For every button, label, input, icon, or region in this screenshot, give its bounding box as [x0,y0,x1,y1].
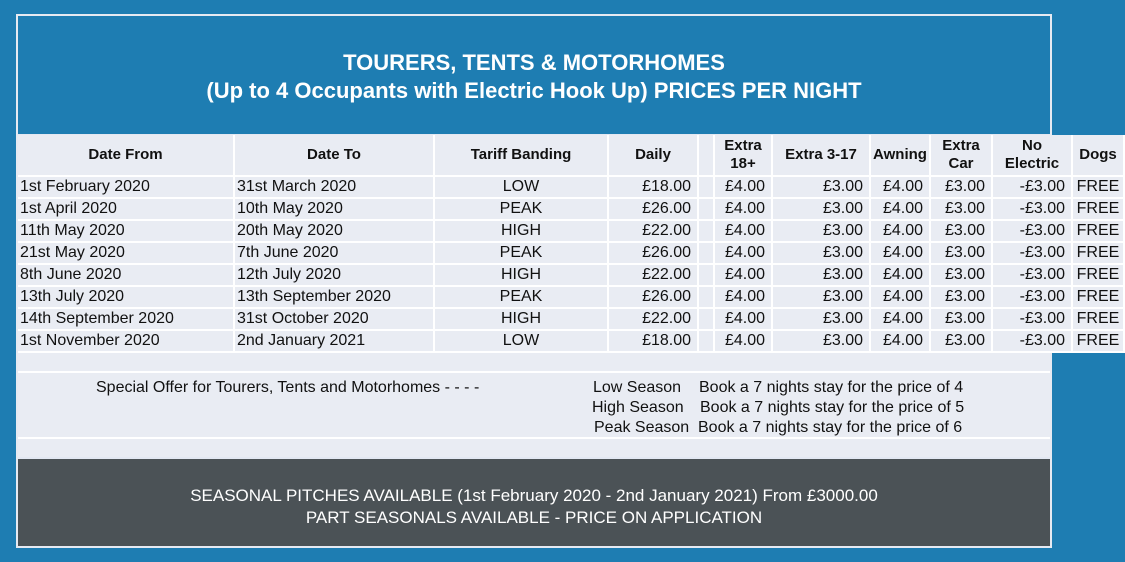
special-offer [18,373,1050,439]
cell-date-from: 21st May 2020 [18,242,234,264]
cell-extra-3-17: £3.00 [772,220,870,242]
cell-no-electric: -£3.00 [992,220,1072,242]
table-row [18,220,1124,242]
cell-extra-3-17: £3.00 [772,330,870,352]
offer-season: Low Season [593,379,682,396]
seasonal-footer [18,459,1050,546]
cell-daily: £26.00 [608,198,698,220]
cell-spacer [698,220,714,242]
cell-awning: £4.00 [870,308,930,330]
cell-extra-18: £4.00 [714,286,772,308]
cell-no-electric: -£3.00 [992,198,1072,220]
offer-season: High Season [592,399,684,416]
cell-date-to: 7th June 2020 [234,242,434,264]
cell-spacer [698,242,714,264]
table-row [18,176,1124,198]
table-row [18,242,1124,264]
offer-text: Book a 7 nights stay for the price of 4 [699,379,964,396]
cell-awning: £4.00 [870,176,930,198]
cell-extra-3-17: £3.00 [772,198,870,220]
table-row [18,264,1124,286]
table-row [18,286,1124,308]
col-dogs: Dogs [1072,135,1124,176]
offer-text: Book a 7 nights stay for the price of 6 [698,419,963,436]
table-row [18,330,1124,352]
cell-tariff: HIGH [434,308,608,330]
cell-daily: £26.00 [608,286,698,308]
cell-date-from: 11th May 2020 [18,220,234,242]
cell-dogs: FREE [1072,220,1124,242]
col-awning: Awning [870,135,930,176]
header-title: TOURERS, TENTS & MOTORHOMES [343,50,725,75]
cell-extra-18: £4.00 [714,242,772,264]
cell-awning: £4.00 [870,220,930,242]
cell-spacer [698,330,714,352]
cell-daily: £22.00 [608,220,698,242]
cell-extra-car: £3.00 [930,308,992,330]
cell-spacer [698,264,714,286]
cell-tariff: PEAK [434,286,608,308]
cell-spacer [698,308,714,330]
cell-date-from: 1st November 2020 [18,330,234,352]
cell-no-electric: -£3.00 [992,242,1072,264]
col-tariff-banding: Tariff Banding [434,135,608,176]
cell-extra-18: £4.00 [714,308,772,330]
cell-extra-3-17: £3.00 [772,264,870,286]
cell-no-electric: -£3.00 [992,176,1072,198]
cell-spacer [698,286,714,308]
cell-awning: £4.00 [870,198,930,220]
col-extra-18: Extra 18+ [714,135,772,176]
header-subtitle: (Up to 4 Occupants with Electric Hook Up) PRICES PER NIGHT [206,78,862,103]
cell-extra-3-17: £3.00 [772,176,870,198]
cell-awning: £4.00 [870,264,930,286]
seasonal-pitches: SEASONAL PITCHES AVAILABLE (1st February 2020 - 2nd January 2021) From £3000.00 [190,486,878,505]
col-extra-car: Extra Car [930,135,992,176]
table-row [18,308,1124,330]
col-no-electric: No Electric [992,135,1072,176]
cell-extra-3-17: £3.00 [772,286,870,308]
cell-dogs: FREE [1072,198,1124,220]
offer-low [593,379,963,397]
cell-daily: £22.00 [608,308,698,330]
table-header-row [18,135,1124,176]
cell-daily: £18.00 [608,330,698,352]
price-table [18,135,1125,353]
cell-daily: £22.00 [608,264,698,286]
cell-extra-18: £4.00 [714,330,772,352]
cell-extra-car: £3.00 [930,330,992,352]
cell-extra-18: £4.00 [714,264,772,286]
offer-high [592,399,964,417]
cell-extra-3-17: £3.00 [772,242,870,264]
cell-spacer [698,198,714,220]
offer-peak [594,419,962,437]
cell-no-electric: -£3.00 [992,286,1072,308]
price-table-body [18,176,1124,352]
cell-dogs: FREE [1072,264,1124,286]
offer-season: Peak Season [594,419,690,436]
cell-date-from: 1st April 2020 [18,198,234,220]
cell-daily: £26.00 [608,242,698,264]
cell-no-electric: -£3.00 [992,308,1072,330]
cell-date-from: 13th July 2020 [18,286,234,308]
price-header [18,16,1050,134]
cell-date-from: 8th June 2020 [18,264,234,286]
spacer-row [18,439,1050,457]
cell-daily: £18.00 [608,176,698,198]
cell-tariff: HIGH [434,264,608,286]
col-date-to: Date To [234,135,434,176]
part-seasonals: PART SEASONALS AVAILABLE - PRICE ON APPLICATION [305,508,763,527]
cell-dogs: FREE [1072,286,1124,308]
cell-date-from: 1st February 2020 [18,176,234,198]
cell-date-to: 2nd January 2021 [234,330,434,352]
cell-extra-car: £3.00 [930,220,992,242]
cell-extra-18: £4.00 [714,198,772,220]
cell-extra-car: £3.00 [930,176,992,198]
cell-dogs: FREE [1072,176,1124,198]
cell-extra-3-17: £3.00 [772,308,870,330]
cell-date-to: 31st March 2020 [234,176,434,198]
table-row [18,198,1124,220]
cell-extra-18: £4.00 [714,220,772,242]
cell-date-to: 12th July 2020 [234,264,434,286]
cell-extra-car: £3.00 [930,286,992,308]
cell-awning: £4.00 [870,286,930,308]
cell-date-to: 20th May 2020 [234,220,434,242]
cell-extra-car: £3.00 [930,264,992,286]
spacer-row [18,353,1050,373]
cell-date-to: 31st October 2020 [234,308,434,330]
cell-extra-car: £3.00 [930,242,992,264]
col-daily: Daily [608,135,698,176]
offer-title: Special Offer for Tourers, Tents and Motorhomes - - - - [96,379,480,396]
cell-tariff: PEAK [434,242,608,264]
col-date-from: Date From [18,135,234,176]
cell-tariff: LOW [434,176,608,198]
cell-awning: £4.00 [870,242,930,264]
cell-dogs: FREE [1072,242,1124,264]
col-extra-3-17: Extra 3-17 [772,135,870,176]
cell-awning: £4.00 [870,330,930,352]
price-card [16,14,1120,548]
cell-extra-car: £3.00 [930,198,992,220]
offer-text: Book a 7 nights stay for the price of 5 [700,399,965,416]
cell-dogs: FREE [1072,308,1124,330]
cell-date-from: 14th September 2020 [18,308,234,330]
cell-date-to: 10th May 2020 [234,198,434,220]
cell-extra-18: £4.00 [714,176,772,198]
cell-dogs: FREE [1072,330,1124,352]
cell-no-electric: -£3.00 [992,330,1072,352]
cell-tariff: HIGH [434,220,608,242]
cell-tariff: PEAK [434,198,608,220]
cell-tariff: LOW [434,330,608,352]
cell-spacer [698,176,714,198]
col-spacer [698,135,714,176]
cell-date-to: 13th September 2020 [234,286,434,308]
cell-no-electric: -£3.00 [992,264,1072,286]
